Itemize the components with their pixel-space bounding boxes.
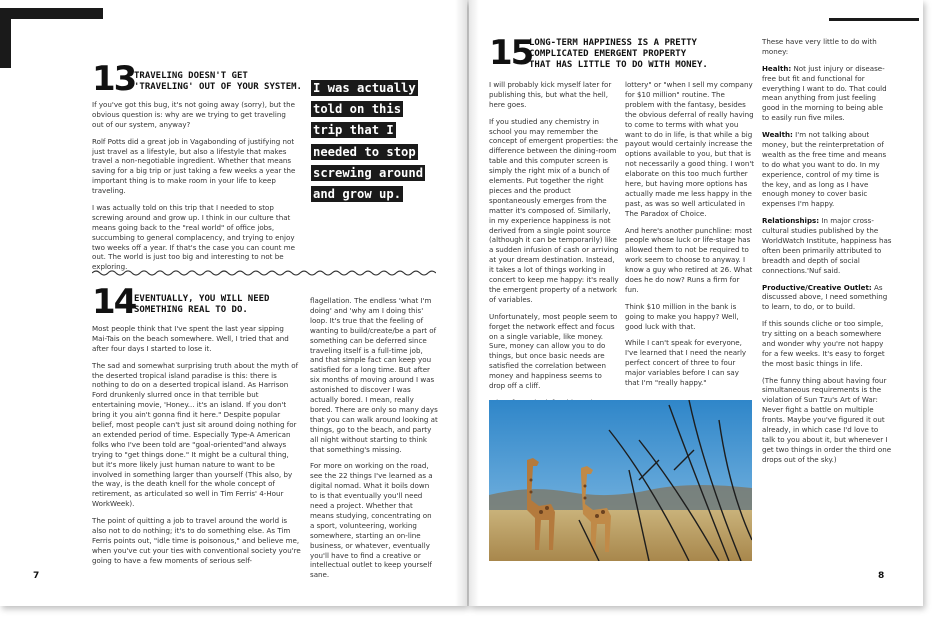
pull-quote (311, 77, 429, 204)
requirement-item (762, 64, 892, 123)
wavy-divider (92, 268, 436, 278)
section-15-intro: These have very little to do with money: (762, 37, 877, 56)
section-15-heading-line2: COMPLICATED EMERGENT PROPERTY (529, 49, 687, 59)
section-13-number: 13 (92, 59, 136, 99)
pull-quote-text: I was actually told on this trip that I needed to stop screwing around and grow up. (313, 81, 424, 202)
requirement-text: Not just injury or disease-free but fit and functional for everything I want to do. That could mean anything from just feeling good in the morning to being able to easily run five miles. (762, 63, 887, 123)
section-13-heading (134, 71, 302, 93)
giraffe-photo (489, 400, 752, 561)
section-15-paragraph: If this sounds cliche or too simple, try sitting on a beach somewhere and wonder why you're not happy for a few weeks. It's easy to forget the most basic things in life. (762, 319, 885, 368)
section-15-paragraph: If you studied any chemistry in school you may remember the concept of emergent properties: the difference between the dining-room table and this computer screen is simply the right mix of a bunch of elements. Put together the right pieces and the product spontaneously emerges from the matter it's composed of. Similarly, in my experience happiness is not derived from a single point source (although it can be temporarily) like a sudden infusion of cash or arriving at your dream destination. Instead, it takes a lot of things working in concert to keep me happy: it's really the emergent property of a network of variables. (489, 116, 619, 304)
section-13-heading-line1: TRAVELING DOESN'T GET (134, 71, 248, 81)
section-15-column-2 (625, 80, 755, 395)
section-14-paragraph: flagellation. The endless 'what I'm doing' and 'why am I doing this' loop. It's true that the feeling of wanting to build/create/be a part of something can be deferred since traveling itself is a full-time job, and that simple fact can keep you satisfied for a long time. But after six months of moving around I was astonished to discover I was actually bored. I mean, really bored. There are only so many days that you can walk around looking at things, go to the beach, and party all night without starting to think that something's missing. (310, 296, 438, 454)
requirement-label: Relationships: (762, 216, 820, 226)
section-15-column-1 (489, 80, 619, 434)
requirement-text: I'm not talking about money, but the reinterpretation of wealth as the free time and means to do what you want to do. In my experience, control of my time is the key, and as long as I have enough money to cover basic expenses I'm happy. (762, 130, 887, 209)
section-14-paragraph: The point of quitting a job to travel around the world is also not to do nothing; it's to do something else. As Tim Ferris points out, "idle time is poisonous," and believe me, when you've cut your ties with conventional society you're going to have a few moments of serious self- (92, 516, 301, 565)
section-15-paragraph: Unfortunately, most people seem to forget the network effect and focus on a single variable, like money. Sure, money can allow you to do things, but once basic needs are satisfied the correlation between money and happiness seems to drop off a cliff. (489, 311, 618, 391)
section-13-paragraph: If you've got this bug, it's not going away (sorry), but the obvious question is: why are we trying to get traveling out of our system, anyway? (92, 100, 295, 129)
section-15-heading-line3: THAT HAS LITTLE TO DO WITH MONEY. (529, 60, 708, 70)
section-14-number: 14 (92, 282, 136, 322)
corner-bracket-vertical (0, 8, 11, 68)
section-13-body (92, 100, 299, 279)
section-15-paragraph: And here's another punchline: most people whose luck or life-stage has allowed them to not be required to work seem to choose to anyway. I know a guy who retired at 26. What does he do now? Runs a firm for fun. (625, 225, 753, 295)
section-14-paragraph: Most people think that I've spent the last year sipping Mai-Tais on the beach somewhere. Well, I tried that and after four days I started to lose it. (92, 324, 289, 353)
left-page (0, 0, 467, 606)
section-14-column-1 (92, 324, 301, 573)
requirement-item (762, 283, 892, 313)
book-gutter (455, 0, 479, 606)
section-14-heading (134, 294, 269, 316)
section-15-number: 15 (489, 33, 533, 73)
requirement-label: Productive/Creative Outlet: (762, 282, 872, 292)
section-15-paragraph: lottery" or "when I sell my company for $10 million" routine. The problem with the fantasy, besides the obvious deferral of really having to come to terms with what you want to do in life, is that while a big payout would certainly increase the options available to you, but that is not necessarily a good thing. I won't elaborate on this too much further here, but having more options has actually made me less happy in the past, as was so well articulated in The Paradox of Choice. (625, 80, 755, 218)
corner-bracket (0, 8, 103, 19)
requirement-label: Wealth: (762, 130, 793, 140)
requirement-text: As discussed above, I need something to learn, to do, or to build. (762, 282, 888, 312)
page-number-right: 8 (878, 571, 885, 581)
section-14-column-2 (310, 296, 438, 587)
section-15-heading (529, 38, 708, 71)
section-13-heading-line2: 'TRAVELING' OUT OF YOUR SYSTEM. (134, 82, 302, 92)
section-15-paragraph: (The funny thing about having four simultaneous requirements is the violation of Sun Tzu's Art of War: Never fight a battle on multiple fronts. Maybe you've figured it out already, in which case I'd love to talk to you about it, but whenever I get two things in order the third one drops out of the sky.) (762, 375, 892, 464)
section-15-paragraph: Think $10 million in the bank is going to make you happy? Well, good luck with that. (625, 301, 739, 331)
section-14-heading-line2: SOMETHING REAL TO DO. (134, 305, 248, 315)
requirement-item (762, 130, 892, 209)
section-14-heading-line1: EVENTUALLY, YOU WILL NEED (134, 294, 270, 304)
section-15-paragraph: I will probably kick myself later for publishing this, but what the hell, here goes. (489, 80, 612, 109)
section-14-paragraph: For more on working on the road, see the 22 things I've learned as a digital nomad. What it boils down to is that eventually you'll need need a project. Whether that means studying, concentrating on a sport, volunteering, working somewhere, starting an on-line business, or whatever, eventually you'll have to find a creative or intellectual outlet to keep yourself sane. (310, 461, 433, 580)
section-15-heading-line1: LONG-TERM HAPPINESS IS A PRETTY (529, 38, 697, 48)
requirement-item (762, 216, 892, 275)
section-13-paragraph: I was actually told on this trip that I needed to stop screwing around and grow up. I think in our culture that means going back to the "real world" of office jobs, succumbing to general complacency, and trying to enjoy two weeks off a year. If that's the case you can count me out. The world is just too big and interesting to not be exploring. (92, 202, 295, 272)
section-15-paragraph: While I can't speak for everyone, I've learned that I need the nearly perfect concert of three to four major variables before I can say that I'm "really happy." (625, 338, 747, 388)
page-number-left: 7 (33, 571, 40, 581)
header-rule (829, 18, 919, 21)
requirement-label: Health: (762, 63, 792, 73)
requirement-text: In major cross-cultural studies published by the WorldWatch Institute, happiness has often been primarily attributed to breadth and depth of social connections.'Nuf said. (762, 216, 892, 275)
section-14-paragraph: The sad and somewhat surprising truth about the myth of the deserted tropical island paradise is this: there is nothing to do on a deserted tropical island. As Harrison Ford drunkenly slurred once in that terrible but entertaining movie, 'Honey... it's an island. If you don't bring it you ain't gonna find it here." Despite popular belief, most people can't just sit around doing nothing for an extended period of time. Especially Type-A American folks who I've been told are "goal-oriented"and always trying to "get things done." It might be a cultural thing, but it's more likely just human nature to want to be involved in something larger than yourself (This also, by the way, is the death knell for the whole concept of retirement, as articulated so well in Tim Ferris' 4-Hour WorkWeek). (92, 360, 299, 509)
section-13-paragraph: Rolf Potts did a great job in Vagabonding of justifying not just travel as a lifestyle, but also a lifestyle that makes travel a non-negotiable ingredient. Whether that means saving for a big trip or just taking a few weeks a year the important thing is to make room in your life to keep traveling. (92, 136, 296, 196)
section-15-column-3 (762, 37, 892, 472)
